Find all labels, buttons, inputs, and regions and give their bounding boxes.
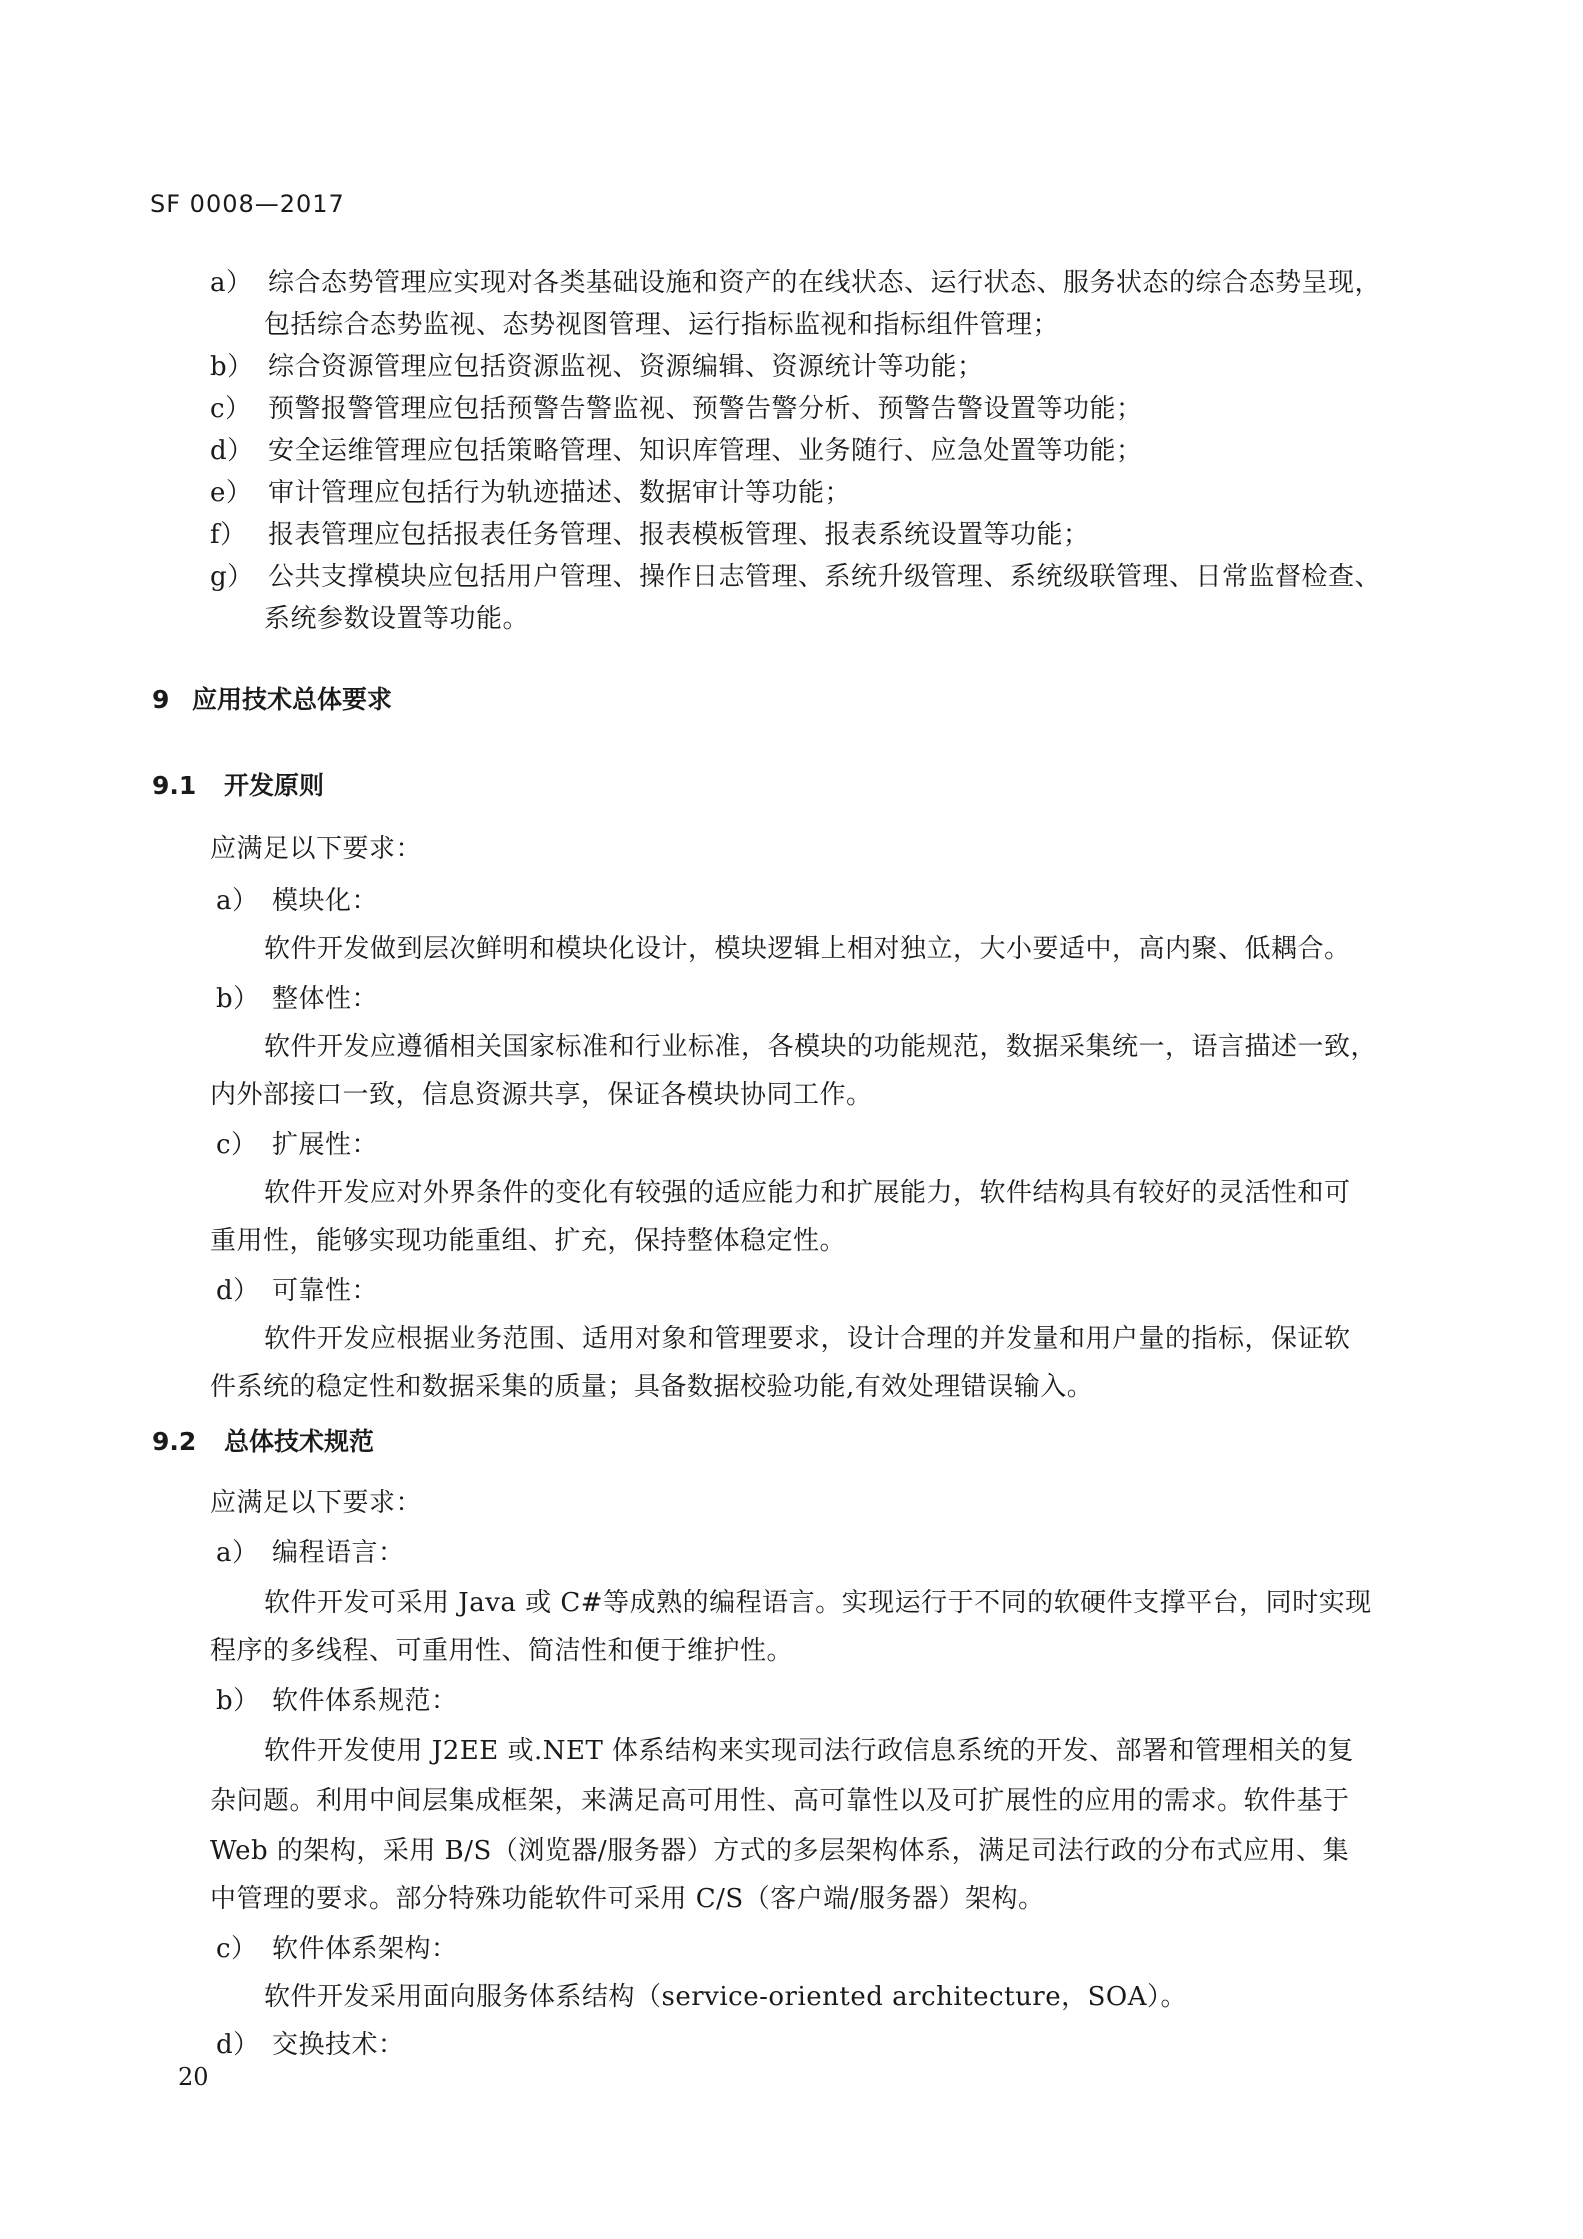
list-item: g） 公共支撑模块应包括用户管理、操作日志管理、系统升级管理、系统级联管理、日常监督检查、 xyxy=(210,562,1382,592)
list-item-title: d） 可靠性： xyxy=(216,1276,379,1306)
list-item-title: a） 编程语言： xyxy=(216,1538,405,1568)
paragraph-line: 重用性，能够实现功能重组、扩充，保持整体稳定性。 xyxy=(210,1226,847,1256)
paragraph-line: 软件开发采用面向服务体系结构（service-oriented architecture，SOA）。 xyxy=(264,1982,1188,2012)
page-number: 20 xyxy=(178,2063,209,2091)
paragraph-line: 件系统的稳定性和数据采集的质量；具备数据校验功能,有效处理错误输入。 xyxy=(210,1372,1094,1402)
paragraph-line: 软件开发应对外界条件的变化有较强的适应能力和扩展能力，软件结构具有较好的灵活性和可 xyxy=(264,1178,1351,1208)
paragraph-line: 软件开发可采用 Java 或 C#等成熟的编程语言。实现运行于不同的软硬件支撑平台，同时实现 xyxy=(264,1588,1372,1618)
paragraph-line: 杂问题。利用中间层集成框架，来满足高可用性、高可靠性以及可扩展性的应用的需求。软件基于 xyxy=(210,1786,1350,1816)
list-item-continuation: 包括综合态势监视、态势视图管理、运行指标监视和指标组件管理； xyxy=(264,310,1060,340)
paragraph-line: 内外部接口一致，信息资源共享，保证各模块协同工作。 xyxy=(210,1080,873,1110)
paragraph-line: 软件开发应遵循相关国家标准和行业标准，各模块的功能规范，数据采集统一，语言描述一致， xyxy=(264,1032,1378,1062)
section-intro: 应满足以下要求： xyxy=(210,1488,423,1518)
section-heading-9-2: 9.2 总体技术规范 xyxy=(152,1427,375,1456)
list-item: a） 综合态势管理应实现对各类基础设施和资产的在线状态、运行状态、服务状态的综合态势呈现， xyxy=(210,268,1382,298)
list-item-title: b） 软件体系规范： xyxy=(216,1686,458,1716)
paragraph-line: 中管理的要求。部分特殊功能软件可采用 C/S（客户端/服务器）架构。 xyxy=(210,1884,1045,1914)
paragraph-line: Web 的架构，采用 B/S（浏览器/服务器）方式的多层架构体系，满足司法行政的分布式应用、集 xyxy=(210,1836,1350,1866)
list-item: b） 综合资源管理应包括资源监视、资源编辑、资源统计等功能； xyxy=(210,352,984,382)
section-heading-9-1: 9.1 开发原则 xyxy=(152,771,325,800)
paragraph-line: 软件开发应根据业务范围、适用对象和管理要求，设计合理的并发量和用户量的指标，保证软 xyxy=(264,1324,1351,1354)
list-item: f） 报表管理应包括报表任务管理、报表模板管理、报表系统设置等功能； xyxy=(210,520,1090,550)
list-item-title: d） 交换技术： xyxy=(216,2030,405,2060)
list-item-title: c） 扩展性： xyxy=(216,1130,379,1160)
list-item: d） 安全运维管理应包括策略管理、知识库管理、业务随行、应急处置等功能； xyxy=(210,436,1143,466)
document-id: SF 0008—2017 xyxy=(150,190,345,218)
list-item: e） 审计管理应包括行为轨迹描述、数据审计等功能； xyxy=(210,478,852,508)
paragraph-line: 程序的多线程、可重用性、简洁性和便于维护性。 xyxy=(210,1636,794,1666)
list-item: c） 预警报警管理应包括预警告警监视、预警告警分析、预警告警设置等功能； xyxy=(210,394,1143,424)
list-item-title: a） 模块化： xyxy=(216,886,379,916)
list-item-continuation: 系统参数设置等功能。 xyxy=(264,604,530,634)
section-intro: 应满足以下要求： xyxy=(210,834,423,864)
paragraph-line: 软件开发做到层次鲜明和模块化设计，模块逻辑上相对独立，大小要适中，高内聚、低耦合。 xyxy=(264,934,1351,964)
list-item-title: b） 整体性： xyxy=(216,984,379,1014)
list-item-title: c） 软件体系架构： xyxy=(216,1934,458,1964)
section-heading-9: 9 应用技术总体要求 xyxy=(152,685,393,714)
paragraph-line: 软件开发使用 J2EE 或.NET 体系结构来实现司法行政信息系统的开发、部署和管理相关的复 xyxy=(264,1736,1355,1766)
